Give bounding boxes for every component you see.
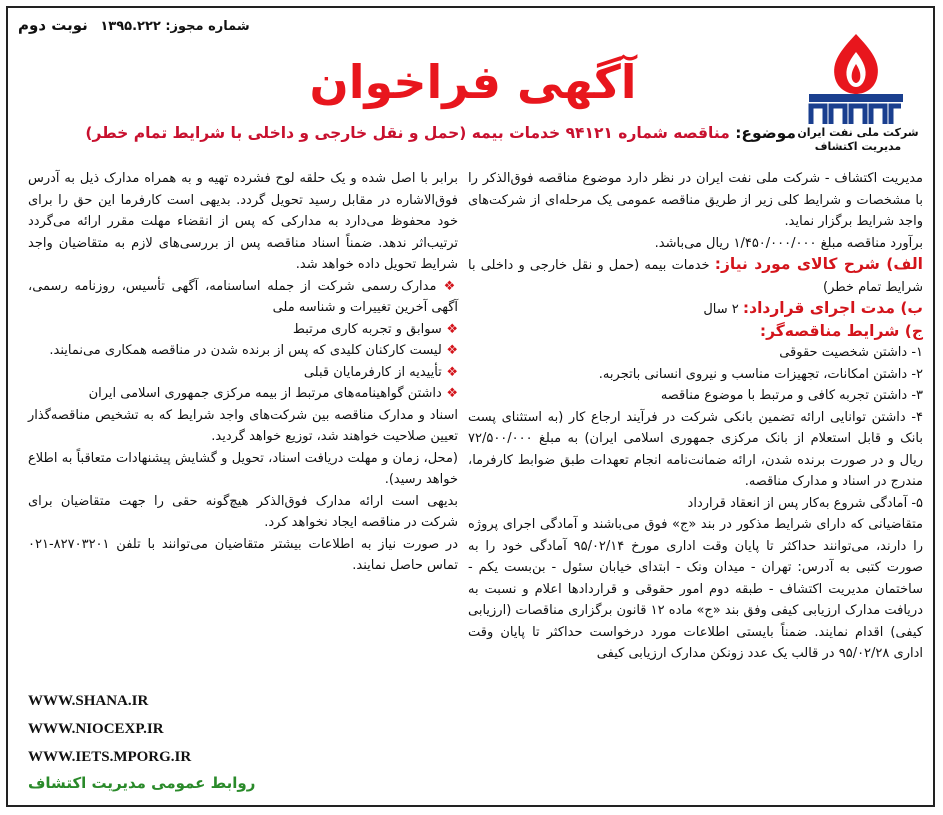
bullet-text: سوابق و تجربه کاری مرتبط [292, 321, 442, 337]
intro-paragraph: مدیریت اکتشاف - شرکت ملی نفت ایران در نظر دارد موضوع مناقصه فوق‌الذکر را با مشخصات و شرایط کلی زیر از طریق مناقصه عمومی یک مرحله‌ای از شرکت‌های واجد شرایط برگزار نماید. [468, 171, 923, 229]
bullet-text: تأییدیه از کارفرمایان قبلی [303, 364, 442, 380]
bullet-text: لیست کارکنان کلیدی که پس از برنده شدن در مناقصه همکاری می‌نمایند. [49, 343, 442, 358]
section-c-heading: ج) شرایط مناقصه‌گر: [759, 321, 923, 340]
continuation-paragraph: برابر با اصل شده و یک حلقه لوح فشرده تهیه و به همراه مدارک ذیل به آدرس فوق‌الاشاره در مقابل رسید تحویل گردد. بدیهی است کارفرما این حق را برای خود محفوظ می‌دارد به مدارکی که پس از انقضاء مهلت مقرر ارائه می‌گردد ترتیب‌اثر ندهد. ضمناً اسناد مناقصه پس از بررسی‌های لازم به متقاضیان واجد شرایط تحویل داده خواهد شد. [28, 171, 458, 272]
condition-4: ۴- داشتن توانایی ارائه تضمین بانکی شرکت در فرآیند ارجاع کار (به استثنای پست بانک و قابل استعلام از بانک مرکزی جمهوری اسلامی ایران) به مبلغ ۷۲/۵۰۰/۰۰۰ ریال و در صورت برنده شدن، ارائه ضمانت‌نامه انجام تعهدات طبق ضوابط کارفرما، مندرج در اسناد و مدارک مناقصه. [468, 409, 923, 489]
condition-5: ۵- آمادگی شروع به‌کار پس از انعقاد قرارداد [687, 495, 923, 511]
department-label: مدیریت اکتشاف [814, 140, 902, 153]
bullet-text: داشتن گواهینامه‌های مرتبط از بیمه مرکزی جمهوری اسلامی ایران [88, 386, 442, 401]
company-name [793, 126, 923, 154]
condition-2: ۲- داشتن امکانات، تجهیزات مناسب و نیروی انسانی باتجربه. [598, 366, 923, 382]
subject-text: مناقصه شماره ۹۴۱۲۱ خدمات بیمه (حمل و نقل خارجی و داخلی با شرایط تمام خطر) [85, 124, 730, 142]
bullet-item [28, 340, 458, 362]
bullet-diamond-icon: ❖ [436, 278, 458, 294]
bullet-item [28, 319, 458, 341]
bullet-item [28, 383, 458, 405]
section-b [468, 298, 923, 321]
bullet-text: مدارک رسمی شرکت از جمله اساسنامه، آگهی تأسیس، روزنامه رسمی، آگهی آخرین تغییرات و شناسه ملی [28, 278, 458, 315]
section-a [468, 254, 923, 298]
section-b-text: ۲ سال [703, 302, 739, 317]
permit-number [18, 12, 458, 38]
bullet-item [28, 276, 458, 319]
notice-frame [6, 6, 935, 807]
publication-turn: نوبت دوم [18, 16, 88, 34]
permit-label: شماره مجوز: ۱۳۹۵.۲۲۲ [100, 19, 250, 34]
bullet-diamond-icon: ❖ [441, 364, 458, 380]
bullet-diamond-icon: ❖ [441, 321, 458, 337]
bullet-diamond-icon: ❖ [441, 343, 458, 358]
condition-1: ۱- داشتن شخصیت حقوقی [779, 345, 923, 360]
bullet-diamond-icon: ❖ [441, 386, 458, 401]
section-a-heading: الف) شرح کالای مورد نیاز: [714, 255, 923, 273]
contact-paragraph: در صورت نیاز به اطلاعات بیشتر متقاضیان می‌توانند با تلفن ۸۲۷۰۳۲۰۱-۰۲۱ تماس حاصل نمایند. [28, 536, 458, 573]
condition-3: ۳- داشتن تجربه کافی و مرتبط با موضوع مناقصه [660, 388, 923, 403]
distribution-paragraph: اسناد و مدارک مناقصه بین شرکت‌های واجد شرایط که به تشخیص مناقصه‌گذار تعیین صلاحیت خواهند شد، توزیع خواهد گردید. [28, 407, 458, 444]
website-link-niocexp[interactable]: WWW.NIOCEXP.IR [28, 721, 164, 737]
website-link-shana[interactable]: WWW.SHANA.IR [28, 693, 149, 709]
bullet-item [28, 362, 458, 384]
schedule-paragraph: (محل، زمان و مهلت دریافت اسناد، تحویل و گشایش پیشنهادات متعاقباً به اطلاع خواهد رسید). [28, 450, 458, 487]
estimate-paragraph: برآورد مناقصه مبلغ ۱/۴۵۰/۰۰۰/۰۰۰ ریال می‌باشد. [654, 235, 923, 251]
right-column [468, 168, 923, 665]
left-column [28, 168, 458, 577]
subject-label: موضوع: [735, 124, 796, 142]
website-link-iets[interactable]: WWW.IETS.MPORG.IR [28, 749, 192, 765]
company-label: شرکت ملی نفت ایران [797, 126, 919, 139]
submission-paragraph: متقاضیانی که دارای شرایط مذکور در بند «ج» فوق می‌باشند و آمادگی اجرای پروژه را دارند، می‌توانند حداکثر تا پایان وقت اداری مورخ ۹۵/۰۲/۱۴ آمادگی خود را به صورت کتبی به آدرس: تهران - میدان ونک - ابتدای خیابان سئول - بن‌بست یکم - ساختمان مدیریت اکتشاف - طبقه دوم امور حقوقی و قراردادها اعلام و نسبت به دریافت مدارک ارزیابی کیفی وفق بند «ج» ماده ۱۲ قانون برگزاری مناقصات (ارزیابی کیفی) اقدام نمایند. ضمناً بایستی اطلاعات مورد درخواست حداکثر تا پایان وقت اداری ۹۵/۰۲/۲۸ در قالب یک عدد زونکن مدارک ارزیابی کیفی [468, 517, 923, 661]
page-title: آگهی فراخوان [309, 55, 637, 109]
section-a-text: خدمات بیمه (حمل و نقل خارجی و داخلی با شرایط تمام خطر) [468, 258, 923, 295]
section-b-heading: ب) مدت اجرای قرارداد: [742, 299, 923, 317]
subject-line [36, 118, 796, 148]
footer-public-relations: روابط عمومی مدیریت اکتشاف [28, 774, 256, 792]
disclaimer-paragraph: بدیهی است ارائه مدارک فوق‌الذکر هیچ‌گونه حقی را جهت متقاضیان برای شرکت در مناقصه ایجاد نخواهد کرد. [28, 493, 458, 530]
